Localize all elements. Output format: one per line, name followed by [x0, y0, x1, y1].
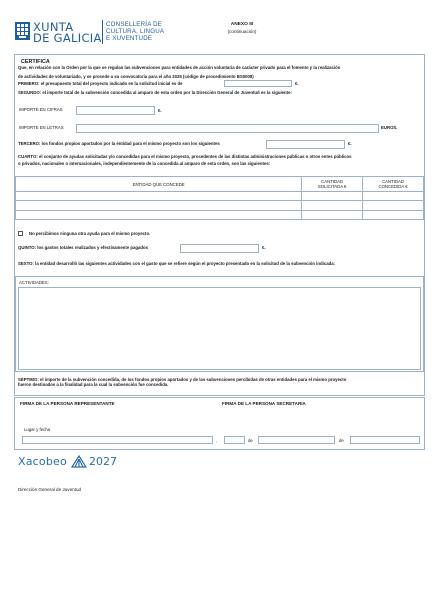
xacobeo-year: 2027	[89, 455, 117, 468]
activities-label: ACTIVIDADES:	[19, 280, 49, 285]
table-cell-requested[interactable]	[302, 192, 363, 201]
primero-euro-symbol: €.	[295, 81, 299, 86]
primero-label: PRIMERO:	[18, 81, 40, 86]
tercero-label: TERCERO:	[18, 141, 41, 146]
table-header-granted-line2: CONCEDIDA €	[378, 184, 408, 189]
year-field[interactable]	[350, 436, 420, 444]
table-header-requested-line2: SOLICITADA €	[317, 184, 347, 189]
table-cell-requested[interactable]	[302, 210, 363, 219]
primero-text: el presupuesto total del proyecto indicado en la solicitud inicial es de	[40, 81, 183, 86]
importe-cifras-label: IMPORTE EN CIFRAS	[19, 107, 63, 112]
primero-statement	[18, 81, 183, 86]
date-de-label-2: de	[339, 438, 344, 443]
place-date-label: Lugar y fecha	[24, 427, 51, 432]
own-funds-field[interactable]	[266, 140, 345, 149]
department-name-line3: E XUVENTUDE	[106, 35, 153, 42]
septimo-label: SÉPTIMO:	[18, 377, 39, 382]
quinto-text: los gastos totales realizados y efectivamente pagados	[37, 245, 149, 250]
importe-cifras-field[interactable]	[76, 106, 155, 115]
table-cell-requested[interactable]	[302, 201, 363, 210]
table-header-granted	[363, 177, 424, 192]
table-header-row	[16, 177, 424, 192]
activities-textarea[interactable]	[18, 287, 421, 370]
quinto-label: QUINTO:	[18, 245, 37, 250]
cuarto-statement	[18, 154, 352, 159]
table-cell-entity[interactable]	[16, 210, 302, 219]
tercero-text: los fondos propios aportados por la entidad para el mismo proyecto son los siguientes	[41, 141, 220, 146]
table-header-granted-line1: CANTIDAD	[382, 179, 405, 184]
tercero-statement	[18, 141, 220, 146]
no-other-aid-label: No percibimos ninguna otra ayuda para el mismo proyecto.	[29, 231, 151, 236]
department-name-line1: CONSELLERÍA DE	[106, 21, 163, 28]
importe-cifras-euro: €.	[158, 108, 162, 113]
table-cell-granted[interactable]	[363, 192, 424, 201]
other-aid-table	[15, 176, 424, 220]
intro-text-line2: de actividades de voluntariado, y se procede a su convocatoria para el año 2025 (código de procedimiento BS0008)	[18, 74, 254, 79]
annex-title: ANEXO III	[230, 22, 254, 27]
intro-text-line1: Que, en relación con la Orden por la que se regulan las subvenciones para entidades de acción voluntaria de carácter privado para el fomento y la realización	[18, 65, 341, 70]
xunta-logo-text-line1: XUNTA	[33, 20, 74, 34]
no-other-aid-checkbox[interactable]	[18, 231, 23, 236]
certifica-heading: CERTIFICA	[21, 59, 50, 65]
cuarto-text-line2: o privados, nacionales o internacionales, independientemente de la concedida al amparo de esta orden, son las siguientes:	[18, 161, 271, 166]
quinto-euro-symbol: €.	[262, 245, 266, 250]
segundo-label: SEGUNDO:	[18, 90, 42, 95]
table-header-requested	[302, 177, 363, 192]
table-cell-granted[interactable]	[363, 210, 424, 219]
month-field[interactable]	[258, 436, 335, 444]
place-comma: ,	[216, 438, 218, 443]
sexto-label: SEXTO:	[18, 261, 34, 266]
table-row	[16, 201, 424, 210]
euros-label: EUROS.	[381, 125, 398, 130]
sexto-text: la entidad desarrolló las siguientes actividades con el gasto que se refiere según el proyecto presentado en la solicitud de la subvención indicada:	[35, 261, 336, 266]
quinto-statement	[18, 245, 148, 250]
table-row	[16, 192, 424, 201]
segundo-statement	[18, 90, 292, 95]
xacobeo-logo-text: Xacobeo	[18, 455, 67, 468]
septimo-text-line2: fueron destinados a la finalidad para la cual la subvención fue concedida.	[18, 382, 169, 387]
footer-department: Dirección General de Juventud	[18, 487, 82, 492]
representative-signature-label: FIRMA DE LA PERSONA REPRESENTANTE	[20, 401, 115, 406]
header-divider	[102, 20, 103, 44]
budget-total-field[interactable]	[224, 80, 292, 87]
table-cell-granted[interactable]	[363, 201, 424, 210]
xunta-crest-icon	[15, 22, 30, 40]
table-header-entity: ENTIDAD QUE CONCEDE	[16, 177, 302, 192]
table-cell-entity[interactable]	[16, 201, 302, 210]
tercero-euro-symbol: €.	[348, 141, 352, 146]
sexto-statement	[18, 261, 335, 266]
day-field[interactable]	[224, 436, 245, 444]
importe-letras-field[interactable]	[76, 124, 379, 133]
table-cell-entity[interactable]	[16, 192, 302, 201]
cuarto-label: CUARTO:	[18, 154, 38, 159]
importe-letras-label: IMPORTE EN LETRAS	[19, 125, 64, 130]
xunta-logo-text-line2: DE GALICIA	[33, 31, 102, 45]
place-field[interactable]	[22, 436, 213, 444]
secretary-signature-label: FIRMA DE LA PERSONA SECRETARIA	[222, 401, 306, 406]
septimo-text-line1: el importe de la subvención concedida, de los fondos propios aportados y de las subvenciones percibidas de otras entidades para el mismo proyecto	[39, 377, 347, 382]
date-de-label-1: de	[248, 438, 253, 443]
xacobeo-shell-icon	[71, 455, 87, 468]
table-header-requested-line1: CANTIDAD	[321, 179, 344, 184]
department-name-line2: CULTURA, LINGUA	[106, 28, 165, 35]
cuarto-text-line1: el conjunto de ayudas solicitadas y/o concedidas para el mismo proyecto, procedentes de las distintas administraciones públicas o otros entes públicos	[38, 154, 352, 159]
total-expenses-field[interactable]	[180, 244, 259, 253]
table-row	[16, 210, 424, 219]
segundo-text: el importe total de la subvención concedida al amparo de esta orden por la Dirección General de Juventud es la siguiente:	[42, 90, 292, 95]
annex-subtitle: (continuación)	[227, 29, 257, 34]
